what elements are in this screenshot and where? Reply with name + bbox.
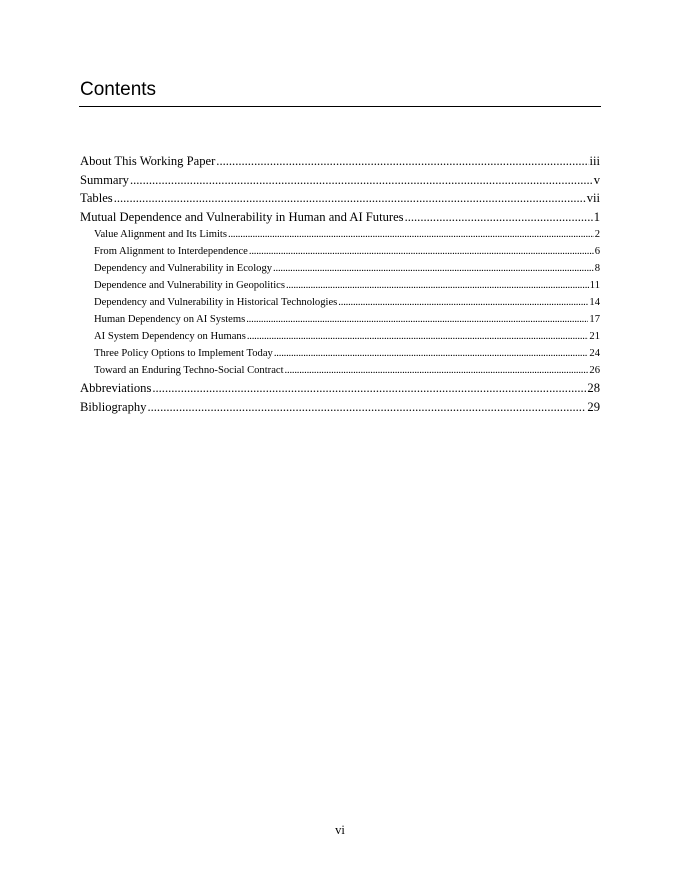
toc-entry[interactable] [80,362,600,379]
toc-entry-title: Tables [80,191,113,205]
toc-entry-title: About This Working Paper [80,154,216,168]
toc-entry[interactable] [80,226,600,243]
toc-entry-page: 29 [587,399,600,414]
toc-entry[interactable] [80,208,600,227]
toc-entry[interactable] [80,189,600,208]
table-of-contents [80,152,600,416]
dot-leader [216,152,588,171]
toc-entry-page: 24 [589,348,600,359]
toc-entry[interactable] [80,328,600,345]
dot-leader [274,345,589,362]
toc-entry-title: AI System Dependency on Humans [94,331,246,342]
toc-entry[interactable] [80,345,600,362]
dot-leader [152,379,586,398]
dot-leader [285,362,589,379]
toc-entry-title: From Alignment to Interdependence [94,246,248,257]
dot-leader [249,243,594,260]
page-title: Contents [80,79,157,100]
toc-entry[interactable] [80,171,600,190]
dot-leader [273,260,594,277]
toc-entry-title: Dependency and Vulnerability in Historical Technologies [94,297,338,308]
dot-leader [246,311,588,328]
toc-entry-page: 8 [594,263,600,274]
toc-entry-page: v [593,172,600,187]
toc-entry-page: 11 [589,280,600,291]
dot-leader [338,294,588,311]
page-number: vi [335,823,345,837]
toc-entry-title: Abbreviations [80,381,152,395]
toc-entry-page: 21 [589,331,600,342]
toc-entry[interactable] [80,152,600,171]
toc-entry-title: Toward an Enduring Techno-Social Contract [94,365,284,376]
dot-leader [405,208,593,227]
toc-entry-title: Human Dependency on AI Systems [94,314,246,325]
toc-entry[interactable] [80,398,600,417]
toc-entry-page: 26 [589,365,600,376]
toc-entry-page: 6 [594,246,600,257]
toc-entry-title: Summary [80,172,129,187]
toc-entry[interactable] [80,311,600,328]
toc-entry-page: iii [589,154,600,168]
toc-entry-title: Dependence and Vulnerability in Geopolitics [94,280,285,291]
toc-entry-page: 2 [594,229,600,240]
toc-entry-page: 14 [589,297,600,308]
toc-entry-page: 17 [589,314,600,325]
toc-entry-title: Mutual Dependence and Vulnerability in Human and AI Futures [80,209,404,224]
toc-entry-title: Three Policy Options to Implement Today [94,348,273,359]
toc-entry-title: Bibliography [80,399,147,414]
toc-entry[interactable] [80,243,600,260]
title-rule [79,106,601,107]
toc-entry-page: vii [586,191,600,205]
toc-entry[interactable] [80,294,600,311]
dot-leader [147,398,586,417]
dot-leader [286,277,589,294]
dot-leader [130,171,593,190]
toc-entry[interactable] [80,379,600,398]
toc-entry[interactable] [80,277,600,294]
dot-leader [247,328,589,345]
toc-entry-page: 1 [593,209,600,224]
dot-leader [114,189,586,208]
toc-entry-title: Value Alignment and Its Limits [94,229,227,240]
toc-entry[interactable] [80,260,600,277]
toc-entry-title: Dependency and Vulnerability in Ecology [94,263,273,274]
dot-leader [228,226,594,243]
toc-entry-page: 28 [587,381,600,395]
